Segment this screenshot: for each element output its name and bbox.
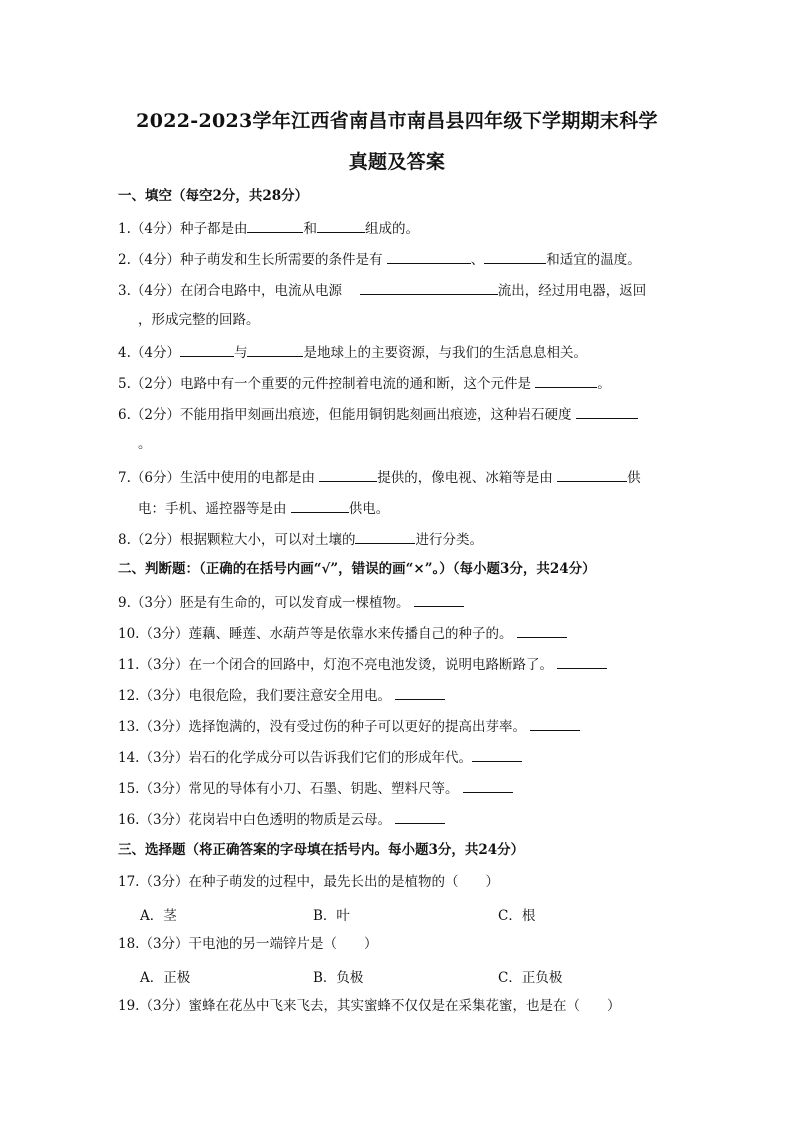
answer-blank[interactable] <box>387 249 471 264</box>
question-1: 1.（4分）种子都是由 和 组成的。 <box>118 218 419 238</box>
answer-blank[interactable] <box>395 809 445 824</box>
question-9: 9.（3分）胚是有生命的，可以发育成一棵植物。 <box>118 592 464 612</box>
answer-blank[interactable] <box>317 218 365 233</box>
question-3: 3.（4分）在闭合电路中，电流从电源 流出，经过用电器，返回 <box>118 280 646 300</box>
question-2: 2.（4分）种子萌发和生长所需要的条件是有 、 和适宜的温度。 <box>118 249 641 269</box>
section2-heading: 二、判断题：（正确的在括号内画“√”，错误的画“×”。）（每小题3分，共24分） <box>118 561 596 577</box>
answer-blank[interactable] <box>530 716 580 731</box>
question-7-continued: 电：手机、遥控器等是由 供电。 <box>138 498 389 518</box>
question-12: 12.（3分）电很危险，我们要注意安全用电。 <box>118 685 445 705</box>
answer-blank[interactable] <box>395 685 445 700</box>
q17-option-b[interactable]: B．叶 <box>313 908 350 924</box>
question-15: 15.（3分）常见的导体有小刀、石墨、钥匙、塑料尺等。 <box>118 778 513 798</box>
question-18: 18.（3分）干电池的另一端锌片是（ ） <box>118 936 378 952</box>
answer-blank[interactable] <box>557 654 607 669</box>
answer-blank[interactable] <box>535 373 597 388</box>
answer-blank[interactable] <box>291 498 349 513</box>
question-8: 8.（2分）根据颗粒大小，可以对土壤的 进行分类。 <box>118 529 483 549</box>
answer-blank[interactable] <box>463 778 513 793</box>
answer-blank[interactable] <box>472 747 522 762</box>
q17-option-c[interactable]: C．根 <box>498 908 536 924</box>
answer-blank[interactable] <box>360 280 498 295</box>
question-6: 6.（2分）不能用指甲刻画出痕迹，但能用铜钥匙刻画出痕迹，这种岩石硬度 <box>118 404 638 424</box>
question-7: 7.（6分）生活中使用的电都是由 提供的，像电视、冰箱等是由 供 <box>118 467 641 487</box>
q17-option-a[interactable]: A．茎 <box>140 908 177 924</box>
question-11: 11.（3分）在一个闭合的回路中，灯泡不亮电池发烫，说明电路断路了。 <box>118 654 607 674</box>
page-title-line1: 2022-2023学年江西省南昌市南昌县四年级下学期期末科学 <box>136 110 658 132</box>
page-title-line2: 真题及答案 <box>348 151 446 173</box>
question-13: 13.（3分）选择饱满的，没有受过伤的种子可以更好的提高出芽率。 <box>118 716 580 736</box>
question-19: 19.（3分）蜜蜂在花丛中飞来飞去，其实蜜蜂不仅仅是在采集花蜜，也是在（ ） <box>118 998 621 1014</box>
question-14: 14.（3分）岩石的化学成分可以告诉我们它们的形成年代。 <box>118 747 522 767</box>
question-4: 4.（4分） 与 是地球上的主要资源，与我们的生活息息相关。 <box>118 342 587 362</box>
answer-blank[interactable] <box>319 467 377 482</box>
question-3-continued: ，形成完整的回路。 <box>138 312 260 328</box>
section1-heading: 一、填空（每空2分，共28分） <box>118 188 309 204</box>
answer-blank[interactable] <box>484 249 546 264</box>
answer-blank[interactable] <box>180 342 234 357</box>
answer-blank[interactable] <box>355 529 415 544</box>
answer-blank[interactable] <box>247 218 303 233</box>
q18-option-c[interactable]: C．正负极 <box>498 970 563 986</box>
question-6-continued: 。 <box>138 436 152 452</box>
answer-blank[interactable] <box>557 467 627 482</box>
section3-heading: 三、选择题（将正确答案的字母填在括号内。每小题3分，共24分） <box>118 842 525 858</box>
answer-blank[interactable] <box>517 623 567 638</box>
question-5: 5.（2分）电路中有一个重要的元件控制着电流的通和断，这个元件是 。 <box>118 373 611 393</box>
question-10: 10.（3分）莲藕、睡莲、水葫芦等是依靠水来传播自己的种子的。 <box>118 623 567 643</box>
answer-blank[interactable] <box>247 342 303 357</box>
q18-option-a[interactable]: A．正极 <box>140 970 191 986</box>
q18-option-b[interactable]: B．负极 <box>313 970 364 986</box>
question-17: 17.（3分）在种子萌发的过程中，最先长出的是植物的（ ） <box>118 874 500 890</box>
question-16: 16.（3分）花岗岩中白色透明的物质是云母。 <box>118 809 445 829</box>
answer-blank[interactable] <box>576 404 638 419</box>
answer-blank[interactable] <box>414 592 464 607</box>
